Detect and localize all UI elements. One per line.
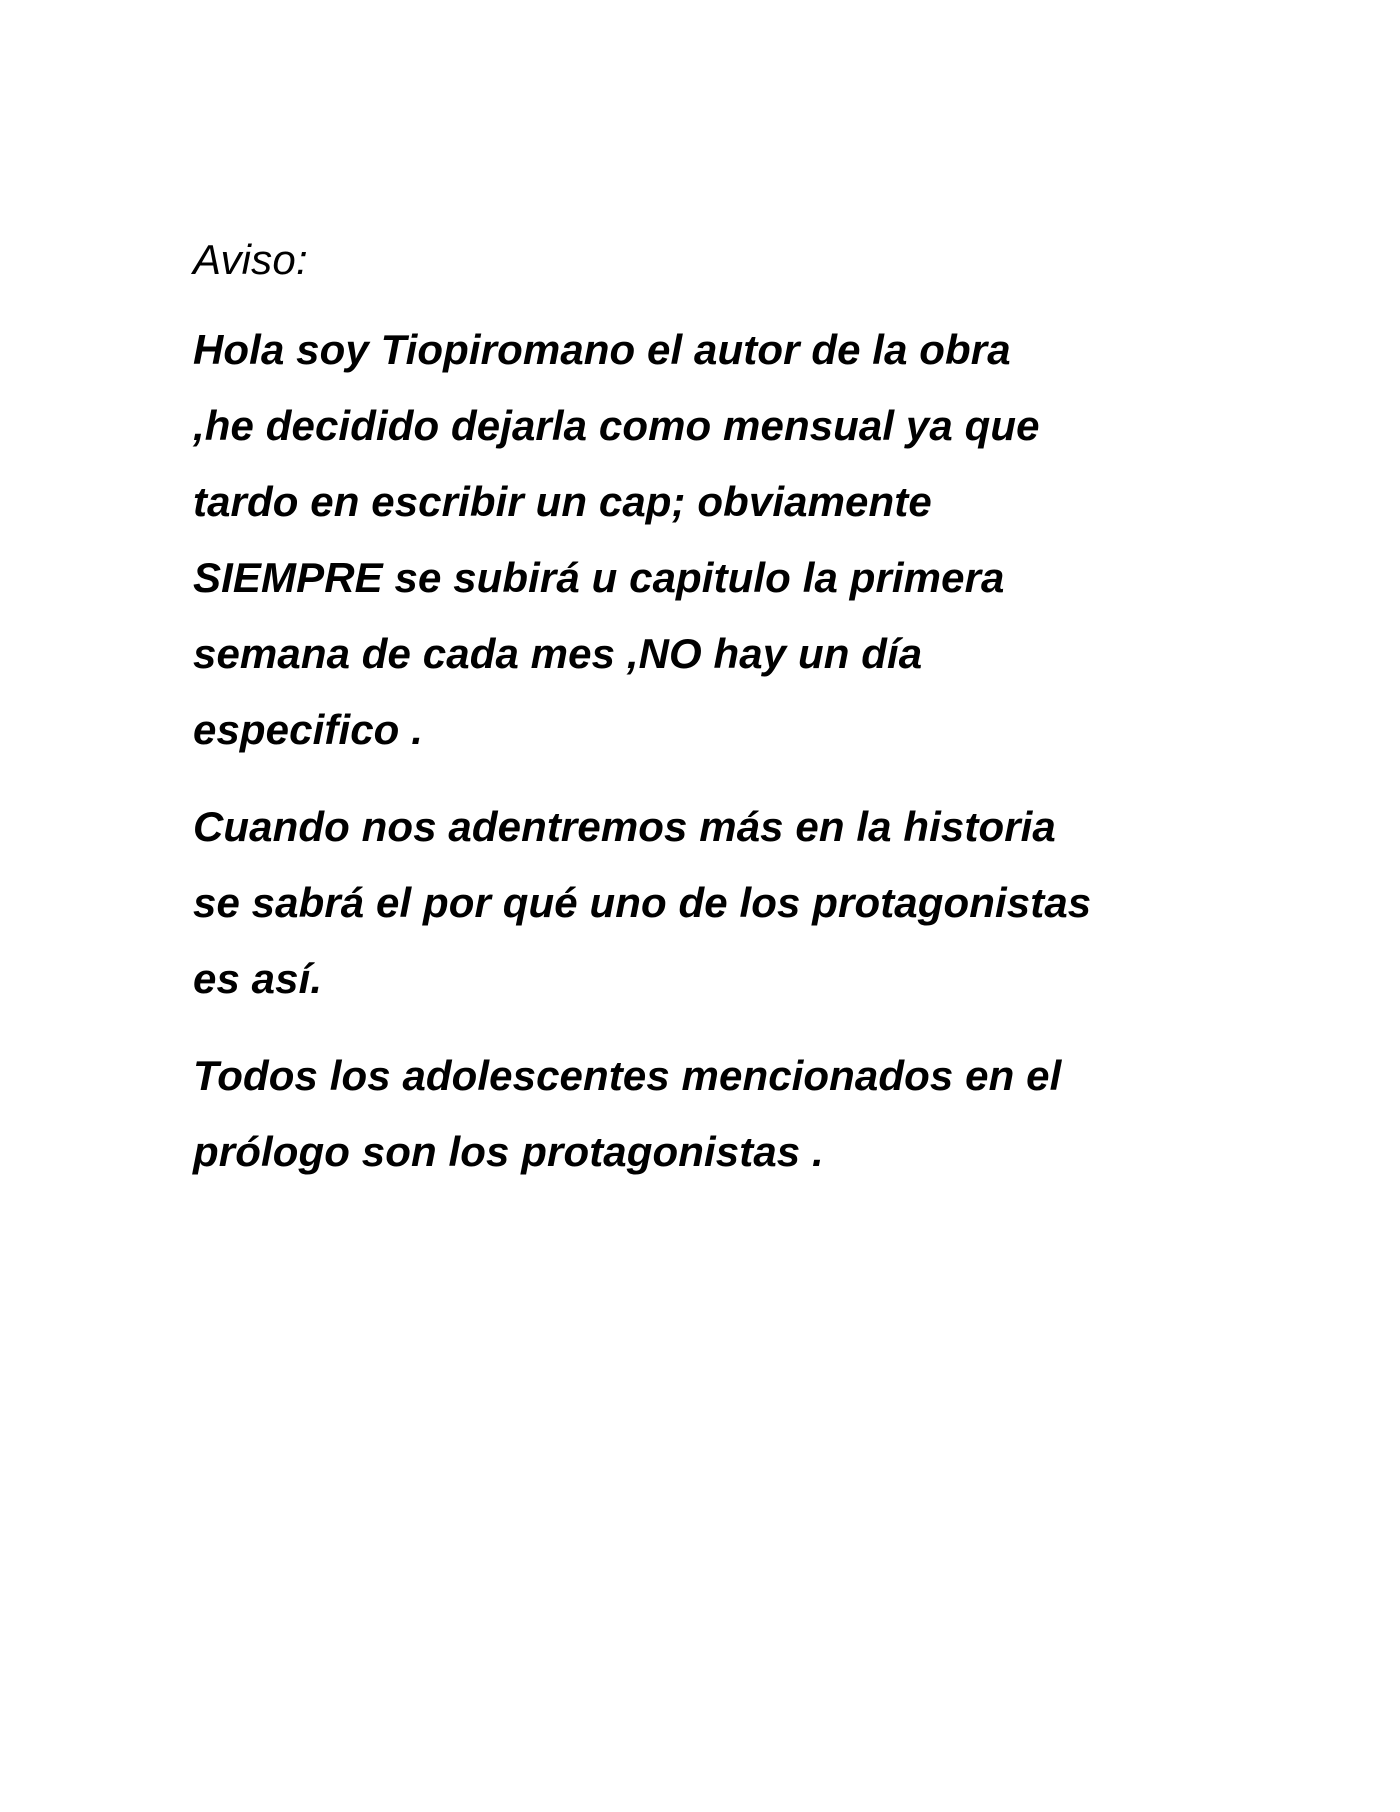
text-line: semana de cada mes ,NO hay un día (193, 630, 923, 677)
paragraph-schedule (193, 312, 1243, 768)
text-line: Todos los adolescentes mencionados en el (193, 1052, 1062, 1099)
text-line: SIEMPRE se subirá u capitulo la primera (193, 554, 1005, 601)
text-line: Cuando nos adentremos más en la historia (193, 803, 1056, 850)
paragraph-story (193, 789, 1243, 1017)
text-line: tardo en escribir un cap; obviamente (193, 478, 932, 525)
document-body (193, 222, 1243, 1211)
text-line: Hola soy Tiopiromano el autor de la obra (193, 326, 1011, 373)
paragraph-characters (193, 1038, 1243, 1190)
text-line: ,he decidido dejarla como mensual ya que (193, 402, 1040, 449)
notice-heading: Aviso: (193, 236, 308, 283)
text-line: especifico . (193, 706, 423, 753)
text-line: se sabrá el por qué uno de los protagonistas (193, 879, 1092, 926)
text-line: prólogo son los protagonistas . (193, 1128, 824, 1175)
text-line: es así. (193, 955, 323, 1002)
